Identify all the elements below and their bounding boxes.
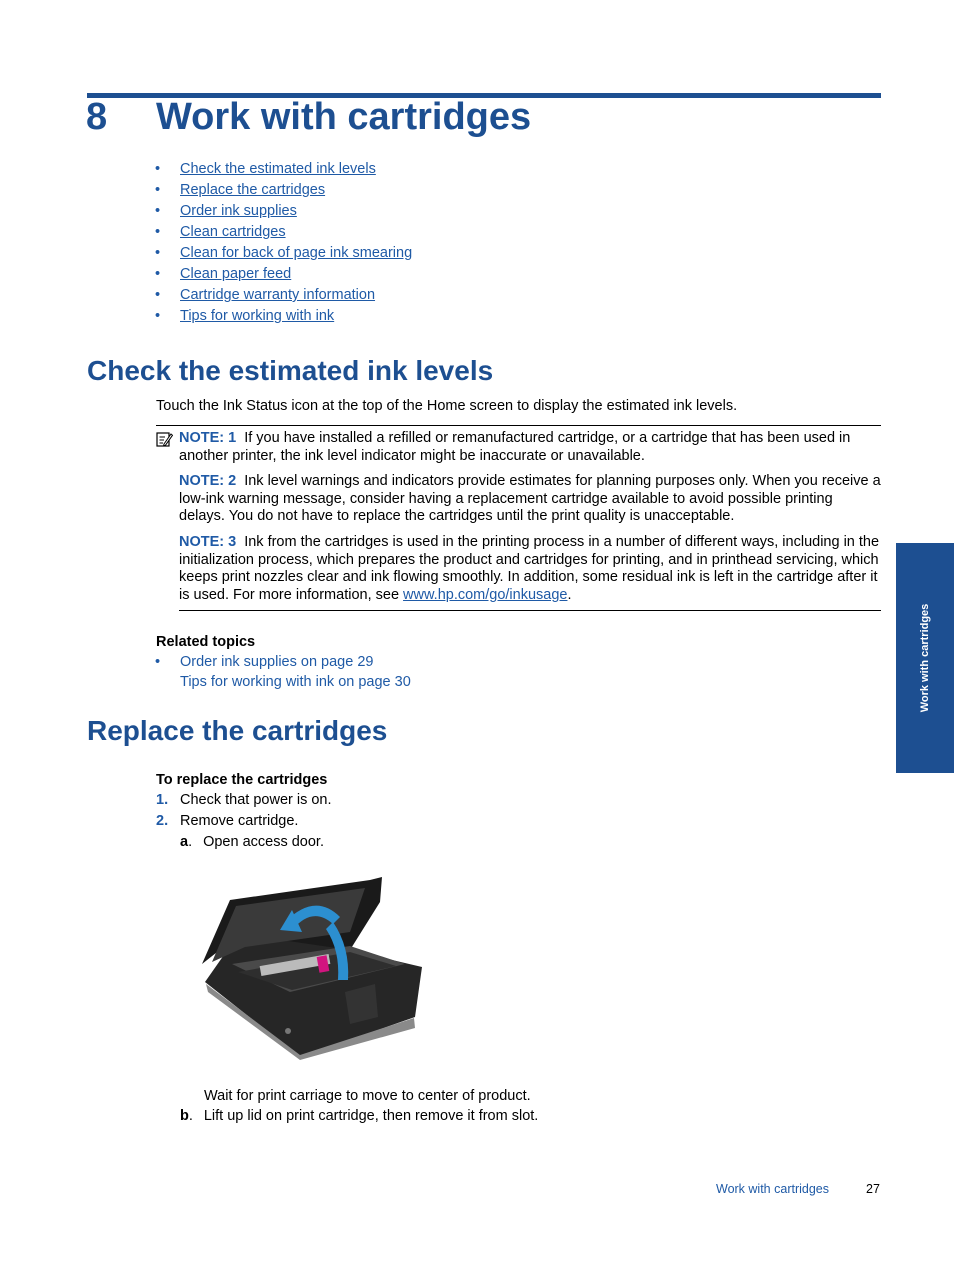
note-bottom-rule bbox=[179, 610, 881, 611]
toc-item bbox=[155, 201, 412, 222]
step-text: Remove cartridge. bbox=[180, 813, 299, 829]
note-2 bbox=[179, 473, 881, 526]
step-number: 1. bbox=[156, 792, 169, 808]
substep-letter: a bbox=[180, 834, 189, 850]
note-text: Ink level warnings and indicators provide estimates for planning purposes only. When you receive a low-ink warning message, consider having a replacement cartridge available to avoid possible printing delays. You do not have to replace the cartridges until the print quality is unacceptable. bbox=[179, 473, 881, 524]
toc-link-check-ink-levels[interactable]: Check the estimated ink levels bbox=[180, 161, 376, 177]
chapter-title: Work with cartridges bbox=[156, 96, 532, 138]
note-text: Ink from the cartridges is used in the printing process in a number of different ways, including in the initialization process, which prepares the product and cartridges for printing, and in printhead servicing, which keeps print nozzles clear and ink flowing smoothly. In addition, some residual ink is left in the cartridge after it is used. For more information, see bbox=[179, 534, 880, 603]
step-text: Check that power is on. bbox=[180, 792, 332, 808]
toc-link-clean-paper-feed[interactable]: Clean paper feed bbox=[180, 266, 292, 282]
related-bullet bbox=[155, 653, 160, 671]
toc-link-clean-smearing[interactable]: Clean for back of page ink smearing bbox=[180, 245, 413, 261]
substep-a: a. Open access door. bbox=[180, 834, 324, 850]
note-label: NOTE: 2 bbox=[179, 473, 237, 489]
toc-item bbox=[155, 264, 412, 285]
toc-link-clean-cartridges[interactable]: Clean cartridges bbox=[180, 224, 286, 240]
bullet: • bbox=[155, 266, 161, 282]
related-link-order-ink[interactable]: Order ink supplies on page 29 bbox=[180, 654, 374, 670]
chapter-toc bbox=[155, 159, 412, 327]
bullet: • bbox=[155, 203, 161, 219]
toc-item bbox=[155, 180, 412, 201]
related-topics-heading: Related topics bbox=[156, 634, 256, 650]
footer-section: Work with cartridges bbox=[716, 1182, 829, 1196]
note-3 bbox=[179, 534, 881, 604]
toc-item bbox=[155, 306, 412, 327]
substep-text: Lift up lid on print cartridge, then remove it from slot. bbox=[203, 1108, 539, 1124]
related-link-tips[interactable]: Tips for working with ink on page 30 bbox=[180, 674, 411, 690]
toc-item bbox=[155, 285, 412, 306]
toc-link-tips[interactable]: Tips for working with ink bbox=[180, 308, 335, 324]
bullet: • bbox=[155, 245, 161, 261]
step-2 bbox=[156, 812, 298, 830]
note-text: If you have installed a refilled or remanufactured cartridge, or a cartridge that has been used in another printer, the ink level indicator might be inaccurate or unavailable. bbox=[179, 430, 851, 464]
inkusage-link[interactable]: www.hp.com/go/inkusage bbox=[403, 586, 568, 603]
note-icon bbox=[156, 431, 173, 448]
note-1 bbox=[179, 430, 881, 465]
toc-link-replace-cartridges[interactable]: Replace the cartridges bbox=[180, 182, 326, 198]
bullet: • bbox=[155, 224, 161, 240]
step-1 bbox=[156, 791, 332, 809]
bullet: • bbox=[155, 654, 161, 670]
side-tab-label: Work with cartridges bbox=[919, 603, 931, 713]
toc-link-warranty[interactable]: Cartridge warranty information bbox=[180, 287, 376, 303]
note-top-rule bbox=[156, 425, 881, 426]
toc-item bbox=[155, 222, 412, 243]
chapter-side-tab bbox=[896, 543, 954, 773]
substep-text: Open access door. bbox=[203, 834, 324, 850]
bullet: • bbox=[155, 182, 161, 198]
section1-intro: Touch the Ink Status icon at the top of the Home screen to display the estimated ink levels. bbox=[156, 398, 738, 414]
note-text-end: . bbox=[567, 586, 572, 603]
wait-instruction: Wait for print carriage to move to center of product. bbox=[204, 1088, 531, 1104]
bullet: • bbox=[155, 308, 161, 324]
chapter-number: 8 bbox=[86, 96, 108, 138]
step-number: 2. bbox=[156, 813, 169, 829]
bullet: • bbox=[155, 287, 161, 303]
procedure-heading: To replace the cartridges bbox=[156, 772, 328, 788]
toc-item bbox=[155, 243, 412, 264]
section-title-check-ink: Check the estimated ink levels bbox=[87, 355, 494, 386]
toc-item bbox=[155, 159, 412, 180]
section-title-replace-cartridges: Replace the cartridges bbox=[87, 715, 388, 746]
note-label: NOTE: 3 bbox=[179, 534, 237, 550]
footer-page-number: 27 bbox=[866, 1182, 880, 1196]
bullet: • bbox=[155, 161, 161, 177]
substep-letter: b bbox=[180, 1108, 189, 1124]
printer-illustration bbox=[200, 872, 426, 1062]
substep-b: b. Lift up lid on print cartridge, then remove it from slot. bbox=[180, 1108, 539, 1124]
note-label: NOTE: 1 bbox=[179, 430, 237, 446]
toc-link-order-ink[interactable]: Order ink supplies bbox=[180, 203, 297, 219]
